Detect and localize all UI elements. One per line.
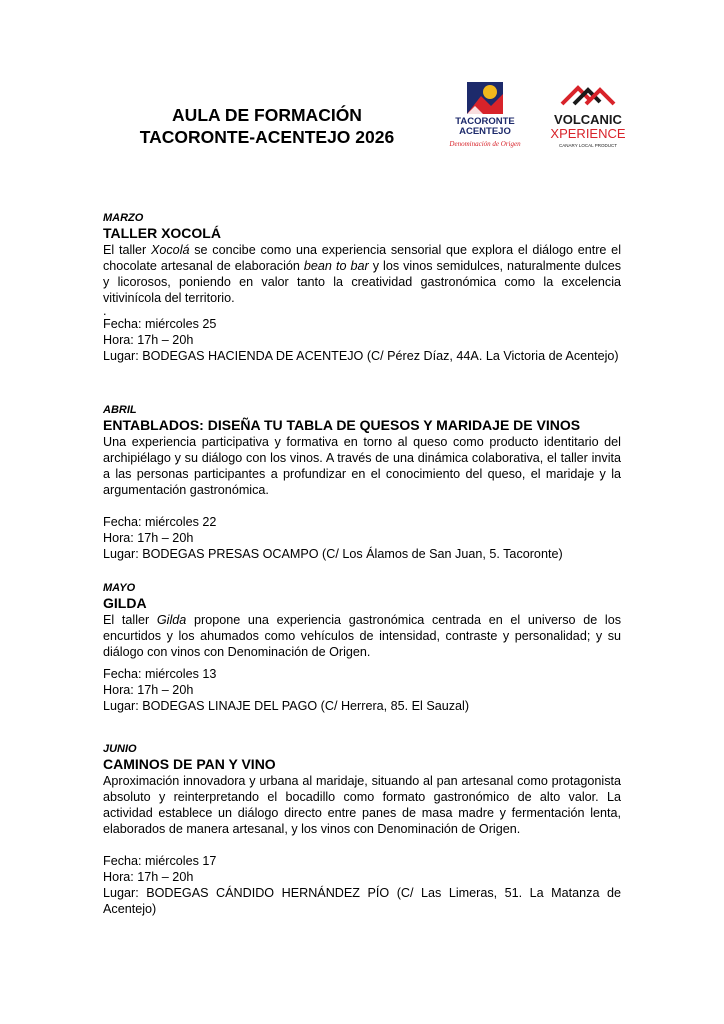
logo-text-canary: CANARY LOCAL PRODUCT: [559, 143, 617, 148]
logo-text-tacoronte: TACORONTE: [455, 116, 515, 127]
event-description: Aproximación innovadora y urbana al maridaje, situando al pan artesanal como protagonista absoluto y reinterpretando el bocadillo como formato gastronómico de alto valor. La actividad establece un diálogo directo entre panes de masa madre y fermentación lenta, elaborados de manera artesanal, y los vinos con Denominación de Origen.: [103, 774, 621, 836]
event-title: GILDA: [103, 595, 147, 611]
event-section-mayo: [103, 582, 621, 714]
event-date: Fecha: miércoles 22: [103, 515, 217, 529]
event-section-marzo: [103, 212, 621, 364]
event-location: Lugar: BODEGAS HACIENDA DE ACENTEJO (C/ Pérez Díaz, 44A. La Victoria de Acentejo): [103, 349, 619, 363]
event-location: Lugar: BODEGAS LINAJE DEL PAGO (C/ Herrera, 85. El Sauzal): [103, 699, 470, 713]
logo-text-xperience: XPERIENCE: [550, 126, 626, 141]
title-line-1: AULA DE FORMACIÓN: [172, 105, 362, 125]
event-title: ENTABLADOS: DISEÑA TU TABLA DE QUESOS Y MARIDAJE DE VINOS: [103, 417, 581, 433]
event-date: Fecha: miércoles 13: [103, 667, 217, 681]
event-section-junio: [103, 743, 621, 917]
volcanic-xperience-logo: [548, 80, 628, 154]
event-date: Fecha: miércoles 17: [103, 854, 217, 868]
event-section-abril: [103, 404, 621, 562]
event-time: Hora: 17h – 20h: [103, 531, 194, 545]
event-title: TALLER XOCOLÁ: [103, 225, 221, 241]
event-month: MAYO: [103, 582, 136, 594]
tacoronte-acentejo-logo: [447, 80, 523, 154]
event-time: Hora: 17h – 20h: [103, 333, 194, 347]
logo-text-acentejo: ACENTEJO: [459, 126, 511, 137]
event-description: Una experiencia participativa y formativa en torno al queso como producto identitario del archipiélago y su diálogo con los vinos. A través de una dinámica colaborativa, el taller invita a las personas participantes a profundizar en el conocimiento del queso, el maridaje y la argumentación gastronómica.: [103, 435, 621, 497]
logo-text-volcanic: VOLCANIC: [554, 112, 622, 127]
logo-text-denominacion: Denominación de Origen: [449, 140, 521, 148]
event-description: El taller Gilda propone una experiencia gastronómica centrada en el universo de los encurtidos y los ahumados como vehículos de intensidad, contraste y personalidad; y su diálogo con vinos con Denominación de Origen.: [103, 613, 621, 659]
event-date: Fecha: miércoles 25: [103, 317, 217, 331]
event-month: JUNIO: [103, 743, 137, 755]
event-title: CAMINOS DE PAN Y VINO: [103, 756, 276, 772]
page-title: [100, 104, 434, 148]
volcanic-logo-graphic: [548, 80, 628, 154]
event-location: Lugar: BODEGAS PRESAS OCAMPO (C/ Los Álamos de San Juan, 5. Tacoronte): [103, 547, 563, 561]
event-time: Hora: 17h – 20h: [103, 683, 194, 697]
event-description: El taller Xocolá se concibe como una experiencia sensorial que explora el diálogo entre el chocolate artesanal de elaboración bean to bar y los vinos semidulces, naturalmente dulces y licorosos, poniendo en valor tanto la creatividad gastronómica como la excelencia vitivinícola del territorio.: [103, 243, 621, 305]
event-month: MARZO: [103, 212, 144, 224]
event-time: Hora: 17h – 20h: [103, 870, 194, 884]
stray-dot: .: [103, 304, 107, 318]
title-line-2: TACORONTE-ACENTEJO 2026: [139, 127, 395, 147]
tacoronte-logo-graphic: [447, 80, 523, 154]
event-location: Lugar: BODEGAS CÁNDIDO HERNÁNDEZ PÍO (C/ Las Limeras, 51. La Matanza de Acentejo): [103, 886, 621, 916]
event-month: ABRIL: [103, 404, 137, 416]
